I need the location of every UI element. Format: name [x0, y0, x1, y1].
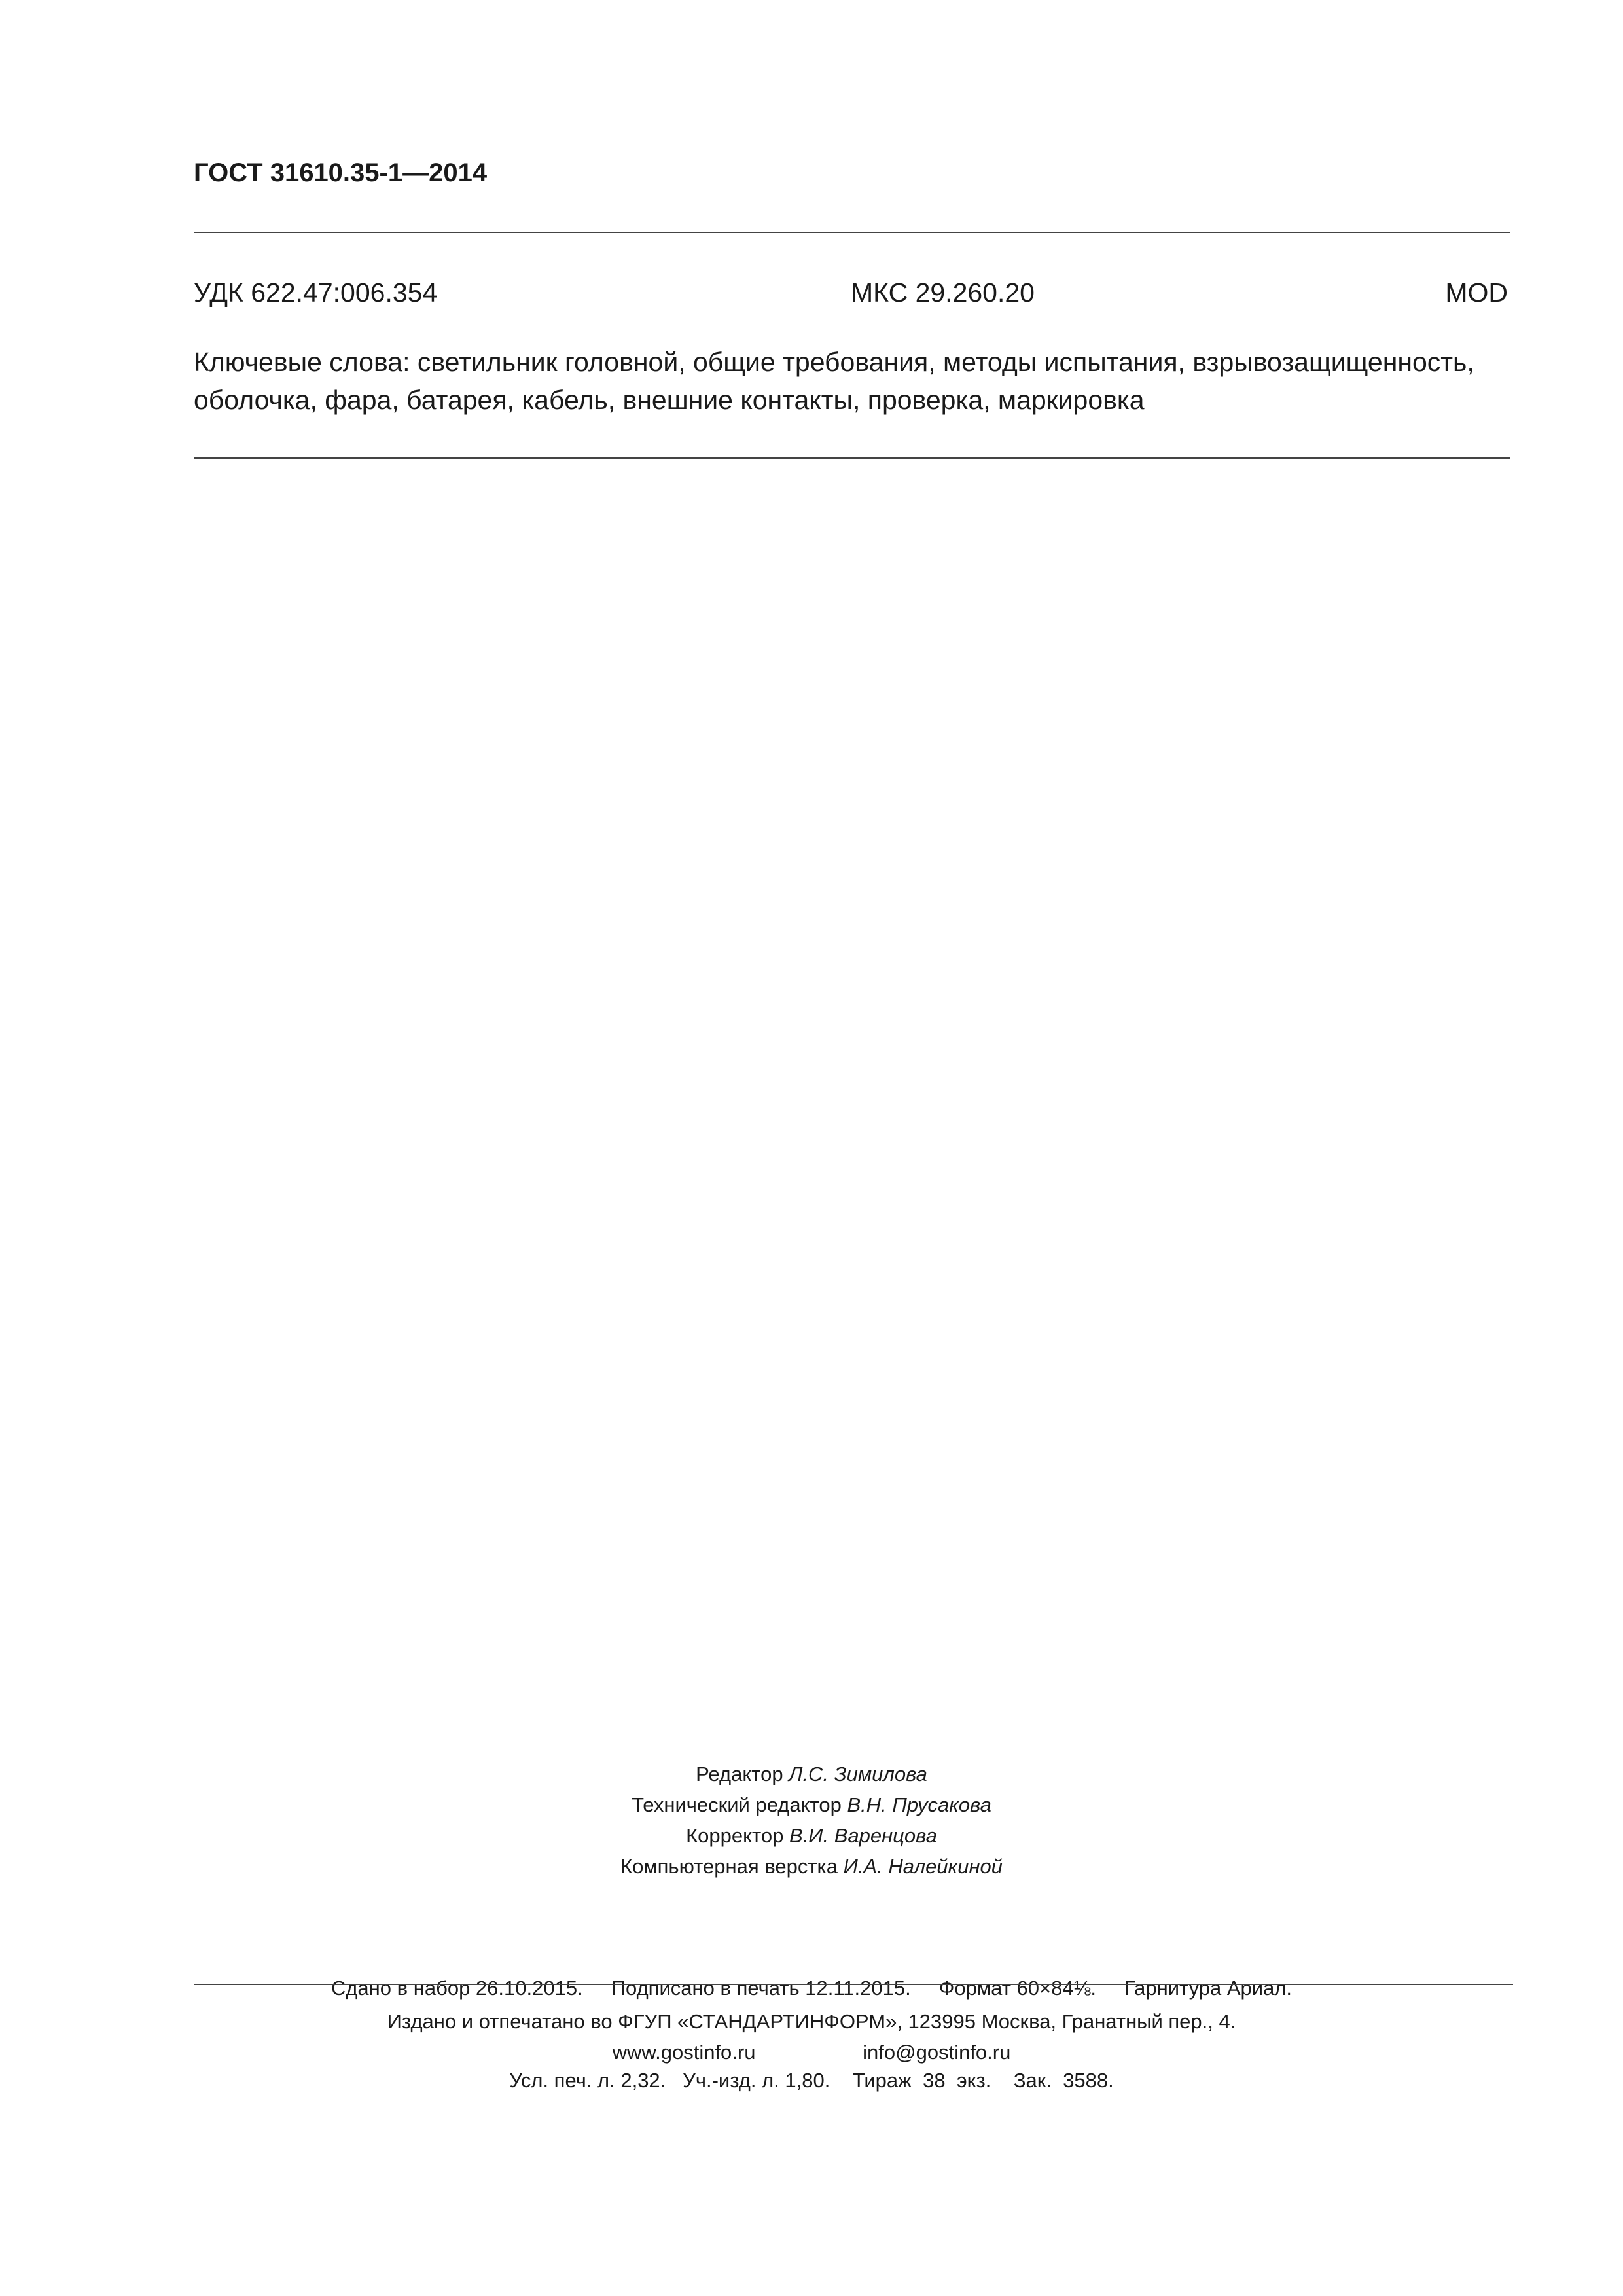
credit-name: В.Н. Прусакова: [847, 1793, 991, 1816]
imprint-divider: [194, 1984, 1513, 1985]
credit-tech-editor: [0, 1789, 1623, 1820]
publication-line-1: Сдано в набор 26.10.2015. Подписано в печать 12.11.2015. Формат 60×84⅛. Гарнитура Ариал.: [330, 1977, 1293, 2000]
document-number: ГОСТ 31610.35-1—2014: [194, 158, 488, 187]
contact-links: [0, 2037, 1623, 2068]
credit-name: В.И. Варенцова: [789, 1824, 937, 1847]
classification-row: [194, 278, 1510, 317]
mks-code: МКС 29.260.20: [851, 278, 1035, 308]
credit-role: Корректор: [686, 1824, 790, 1847]
credit-name: Л.С. Зимилова: [789, 1763, 927, 1785]
credit-role: Технический редактор: [632, 1793, 847, 1816]
credit-editor: [0, 1759, 1623, 1789]
udk-code: УДК 622.47:006.354: [194, 278, 438, 308]
credits-block: [0, 1759, 1623, 1882]
publisher-line: Издано и отпечатано во ФГУП «СТАНДАРТИНФОРМ», 123995 Москва, Гранатный пер., 4.: [387, 2010, 1236, 2033]
credit-layout: [0, 1851, 1623, 1882]
credit-proofreader: [0, 1820, 1623, 1851]
keywords-divider: [194, 457, 1510, 459]
imprint-block: [0, 2006, 1623, 2068]
publication-line-2: Усл. печ. л. 2,32. Уч.-изд. л. 1,80. Тираж 38 экз. Зак. 3588.: [509, 2069, 1114, 2092]
website-link[interactable]: www.gostinfo.ru: [612, 2041, 756, 2064]
mod-label: MOD: [1445, 278, 1508, 308]
top-divider: [194, 232, 1510, 233]
credit-name: И.А. Налейкиной: [843, 1855, 1003, 1878]
email-link[interactable]: info@gostinfo.ru: [863, 2041, 1011, 2064]
credit-role: Компьютерная верстка: [620, 1855, 844, 1878]
credit-role: Редактор: [696, 1763, 789, 1785]
keywords-paragraph: Ключевые слова: светильник головной, общие требования, методы испытания, взрывозащищенность, оболочка, фара, батарея, кабель, внешние контакты, проверка, маркировка: [194, 347, 1474, 415]
